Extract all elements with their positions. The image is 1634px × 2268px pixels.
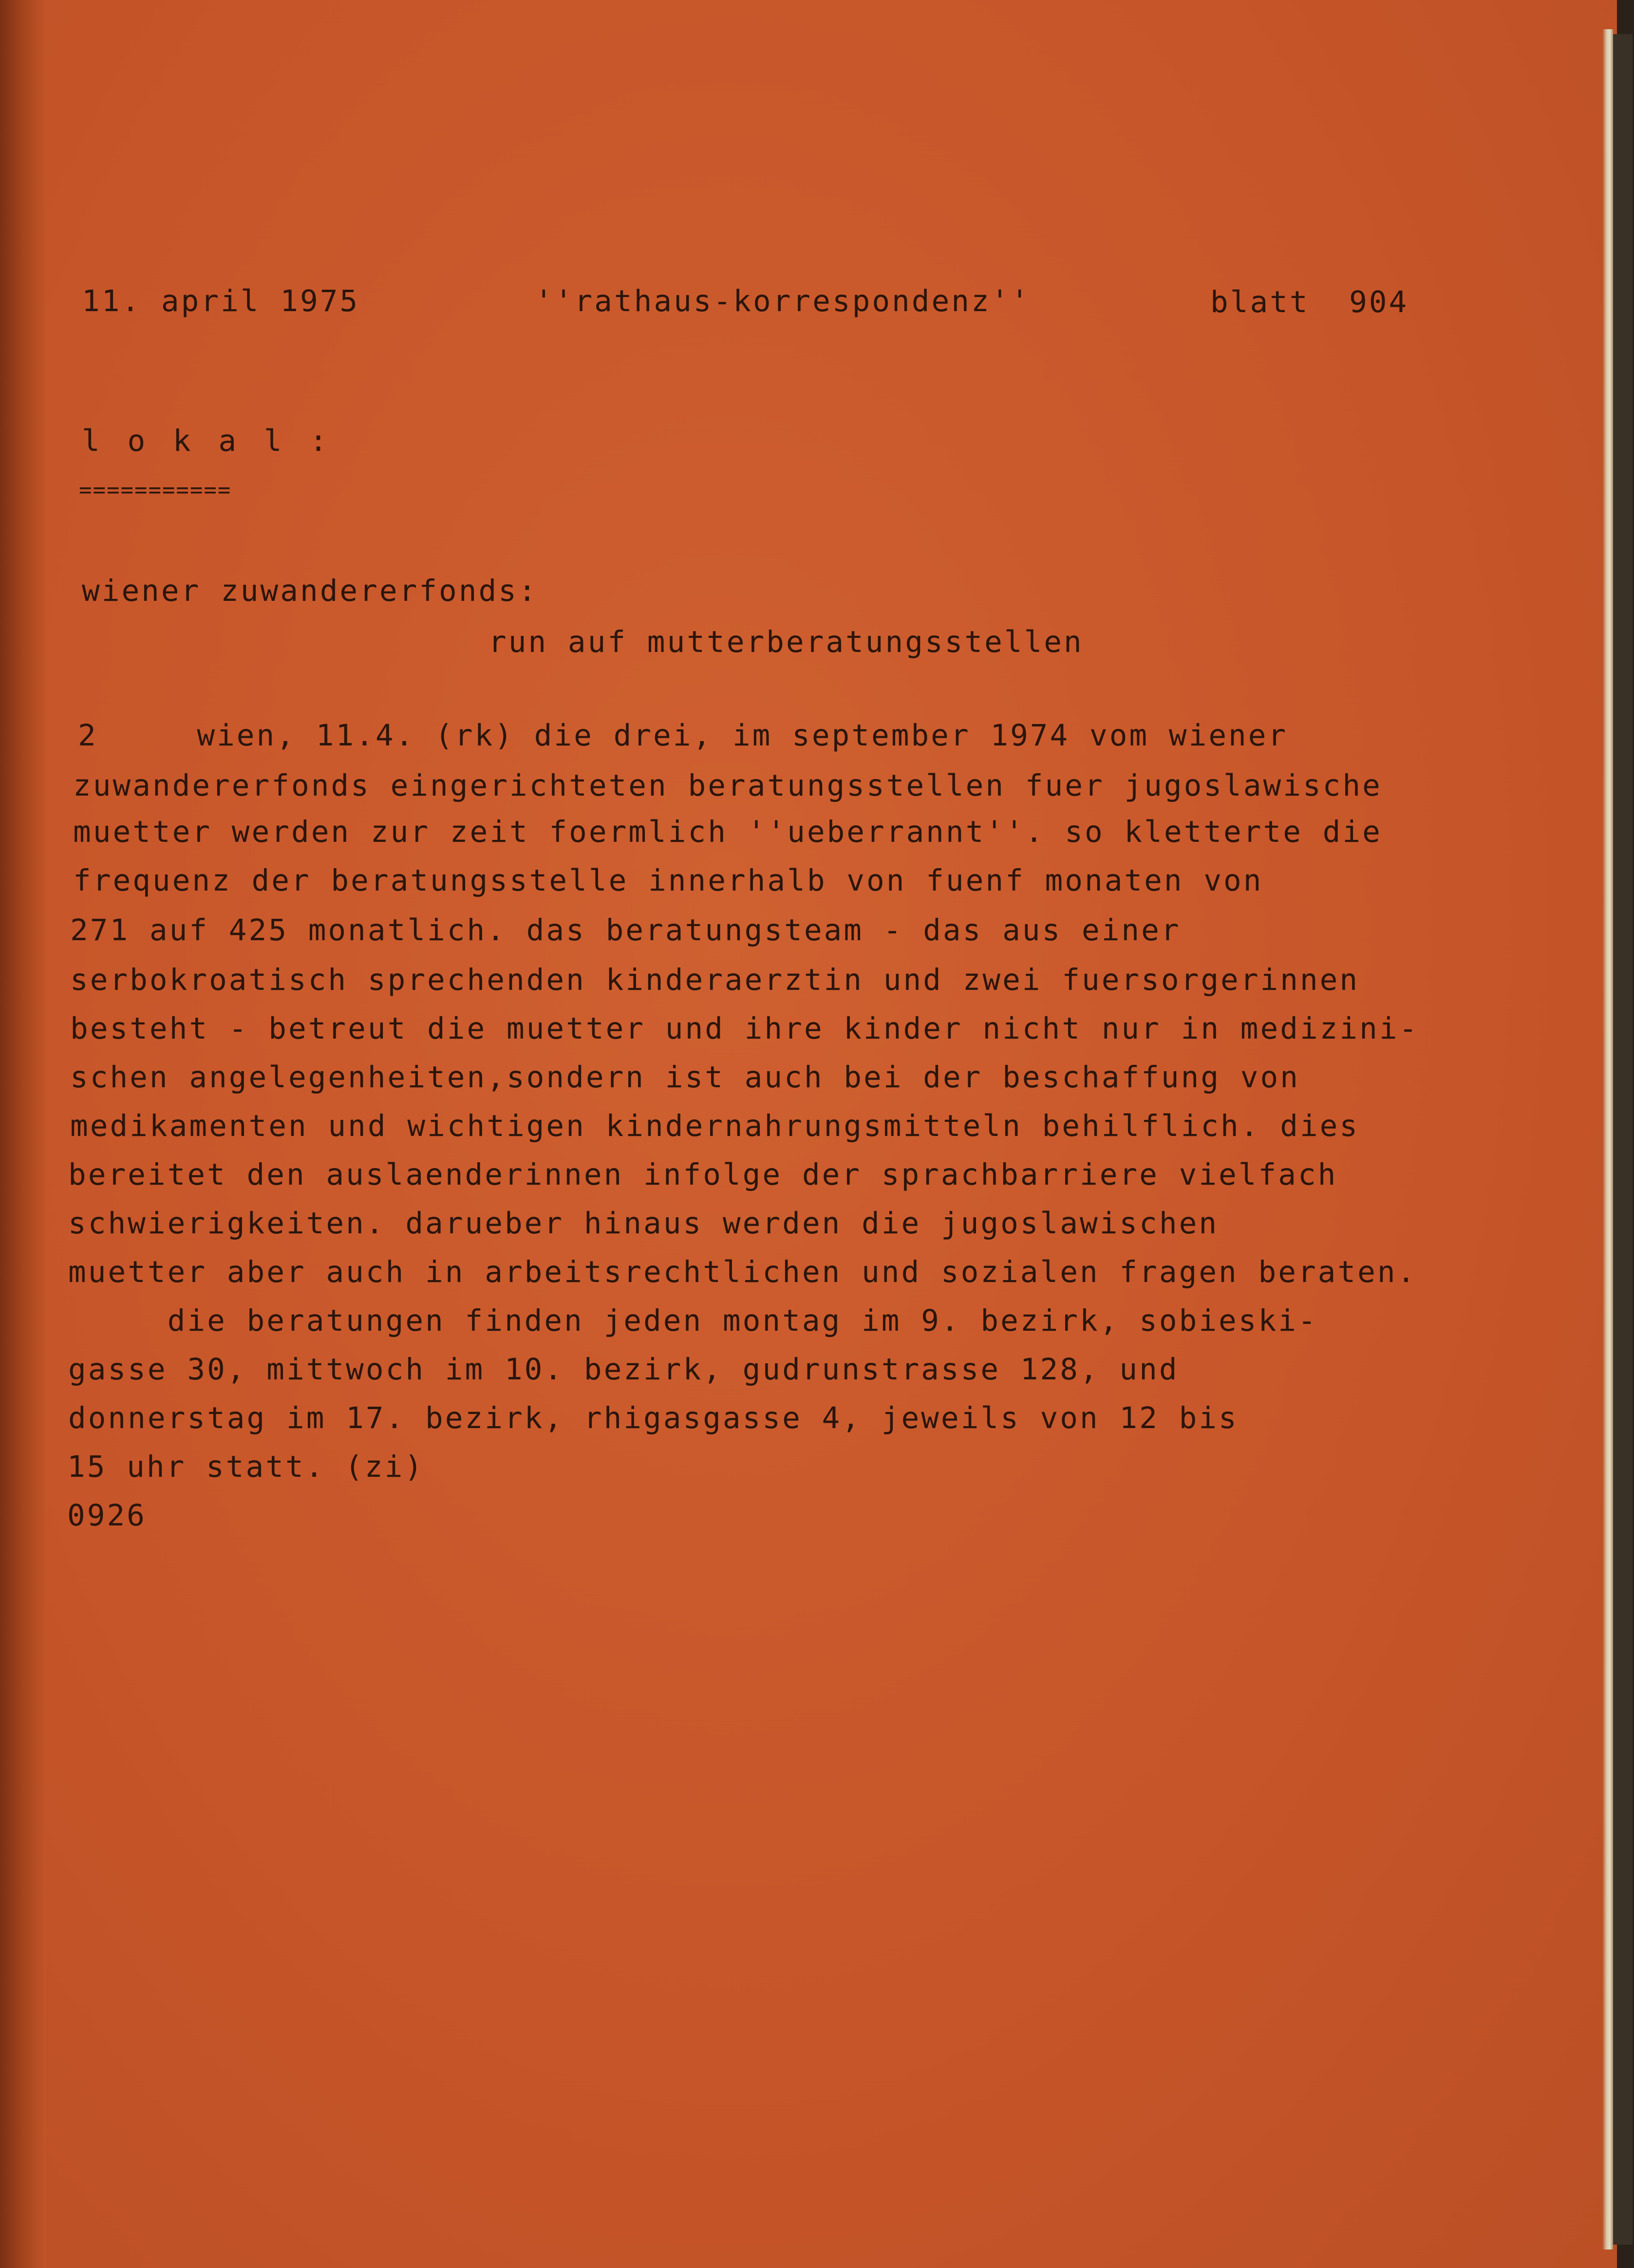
body-line: schen angelegenheiten,sondern ist auch bei der beschaffung von [70,1060,1300,1095]
binding-spine [0,0,46,2268]
body-line: schwierigkeiten. darueber hinaus werden die jugoslawischen [68,1206,1219,1241]
body-line: besteht - betreut die muetter und ihre kinder nicht nur in medizini- [70,1011,1419,1046]
article-subtitle: run auf mutterberatungsstellen [488,625,1084,659]
body-line: bereitet den auslaenderinnen infolge der sprachbarriere vielfach [68,1157,1338,1192]
header-sheet: blatt 904 [1210,285,1409,319]
body-line: muetter aber auch in arbeitsrechtlichen und sozialen fragen beraten. [68,1255,1417,1289]
body-line: zuwandererfonds eingerichteten beratungsstellen fuer jugoslawische [73,768,1382,803]
body-line: frequenz der beratungsstelle innerhalb von fuenf monaten von [73,863,1263,898]
header-publication: ''rathaus-korrespondenz'' [535,284,1031,318]
section-underline: =========== [79,478,232,502]
body-line: donnerstag im 17. bezirk, rhigasgasse 4, jeweils von 12 bis [68,1401,1239,1435]
body-line: gasse 30, mittwoch im 10. bezirk, gudrunstrasse 128, und [68,1352,1179,1387]
article-title: wiener zuwandererfonds: [82,574,538,608]
background-edge [1613,34,1633,2245]
body-line: medikamenten und wichtigen kindernahrungsmitteln behilflich. dies [70,1109,1360,1143]
body-line: serbokroatisch sprechenden kinderaerztin und zwei fuersorgerinnen [70,963,1360,997]
body-line: 0926 [67,1498,147,1533]
section-heading: l o k a l : [82,424,332,458]
page-edge [1602,29,1613,2249]
body-line: 271 auf 425 monatlich. das beratungsteam - das aus einer [70,913,1181,948]
header-date: 11. april 1975 [82,284,360,318]
body-line: 15 uhr statt. (zi) [67,1450,425,1484]
body-line: 2 wien, 11.4. (rk) die drei, im september 1974 vom wiener [78,718,1288,753]
body-line: muetter werden zur zeit foermlich ''ueberrannt''. so kletterte die [73,815,1382,849]
body-line: die beratungen finden jeden montag im 9. bezirk, sobieski- [68,1303,1318,1338]
